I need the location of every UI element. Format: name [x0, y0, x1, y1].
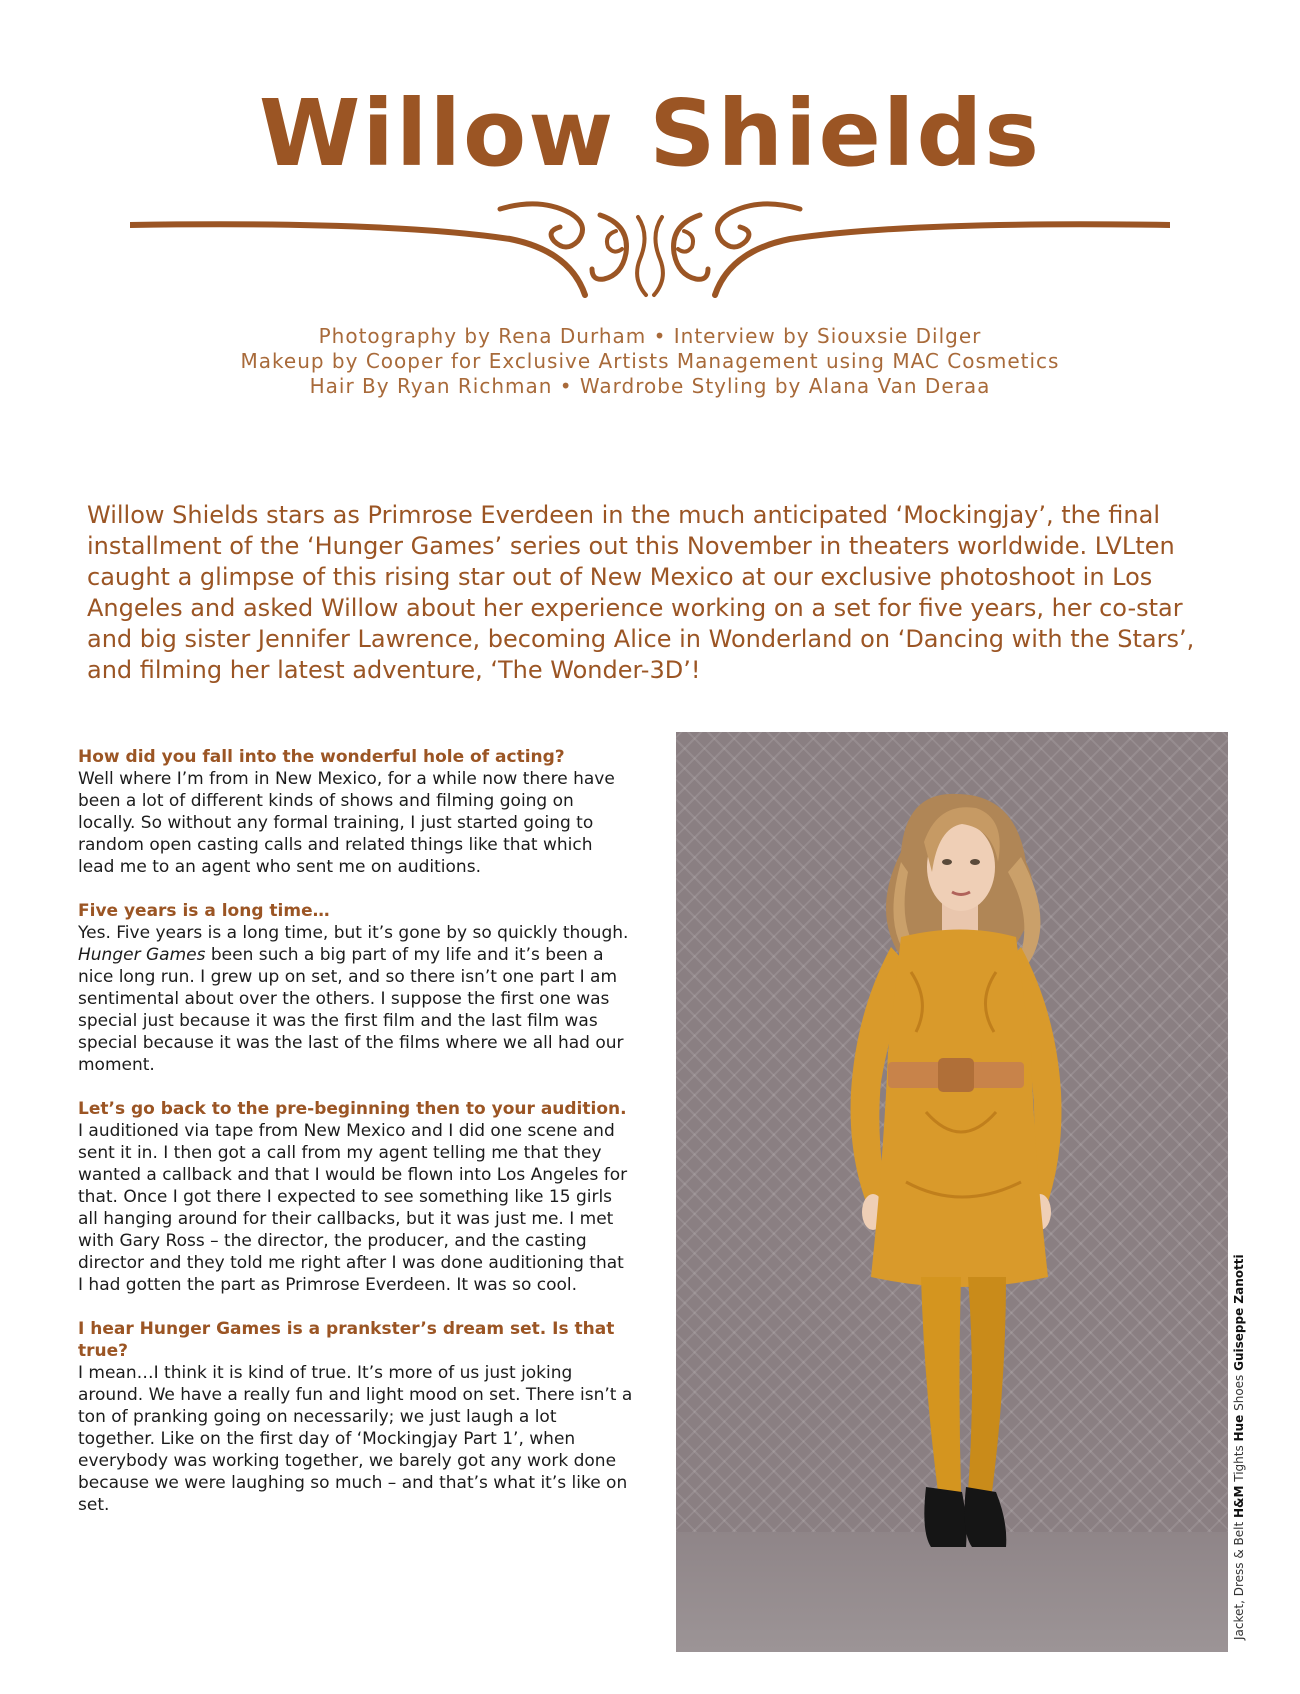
answer: [78, 922, 633, 1076]
credit-text: Tights: [1232, 1441, 1246, 1486]
portrait-photo: [676, 732, 1228, 1652]
question: I hear Hunger Games is a prankster’s dream set. Is that true?: [78, 1319, 615, 1361]
answer-text: been such a big part of my life and it’s been a nice long run. I grew up on set, and so there isn’t one part I am sentimental about over the others. I suppose the first one was special just because it was the first film and the last film was special because it was the last of the films where we all had our moment.: [78, 945, 624, 1075]
answer: I auditioned via tape from New Mexico and I did one scene and sent it in. I then got a call from my agent telling me that they wanted a callback and that I would be flown into Los Angeles for that. Once I got there I expected to see something like 15 girls all hanging around for their callbacks, but it was just me. I met with Gary Ross – the director, the producer, and the casting director and they told me right after I was done auditioning that I had gotten the part as Primrose Everdeen. It was so cool.: [78, 1121, 628, 1295]
ornament-divider: [130, 195, 1170, 305]
qa-block: [78, 900, 633, 1076]
credit-text: Jacket, Dress & Belt: [1232, 1518, 1246, 1640]
question: Five years is a long time…: [78, 901, 330, 921]
brand-name: Hue: [1232, 1414, 1246, 1442]
brand-name: Guiseppe Zanotti: [1232, 1254, 1246, 1371]
article-title: Willow Shields: [258, 80, 1042, 187]
interview-column: [78, 746, 633, 1538]
credit-text: Shoes: [1232, 1370, 1246, 1415]
credit-line: Hair By Ryan Richman • Wardrobe Styling by Alana Van Deraa: [309, 374, 991, 398]
model-figure: [676, 732, 1228, 1652]
brand-name: H&M: [1232, 1485, 1246, 1519]
credits-block: [0, 324, 1300, 399]
wardrobe-credit: [1232, 1254, 1246, 1640]
answer-title-italic: Hunger Games: [78, 945, 206, 965]
answer: Well where I’m from in New Mexico, for a while now there have been a lot of different kinds of shows and filming going on locally. So without any formal training, I just started going to random open casting calls and related things like that which lead me to an agent who sent me on auditions.: [78, 769, 615, 877]
question: How did you fall into the wonderful hole of acting?: [78, 747, 565, 767]
answer: I mean…I think it is kind of true. It’s more of us just joking around. We have a really fun and light mood on set. There isn’t a ton of pranking going on necessarily; we just laugh a lot together. Like on the first day of ‘Mockingjay Part 1’, when everybody was working together, we barely got any work done because we were laughing so much – and that’s what it’s like on set.: [78, 1363, 633, 1515]
question: Let’s go back to the pre-beginning then to your audition.: [78, 1099, 627, 1119]
qa-block: [78, 1318, 633, 1516]
intro-paragraph: Willow Shields stars as Primrose Everdeen in the much anticipated ‘Mockingjay’, the final installment of the ‘Hunger Games’ series out this November in theaters worldwide. LVLten caught a glimpse of this rising star out of New Mexico at our exclusive photoshoot in Los Angeles and asked Willow about her experience working on a set for five years, her co-star and big sister Jennifer Lawrence, becoming Alice in Wonderland on ‘Dancing with the Stars’, and filming her latest adventure, ‘The Wonder-3D’!: [87, 501, 1195, 684]
qa-block: [78, 746, 633, 878]
answer-text: Yes. Five years is a long time, but it’s gone by so quickly though.: [78, 923, 629, 943]
credit-line: Photography by Rena Durham • Interview by Siouxsie Dilger: [318, 324, 982, 348]
credit-line: Makeup by Cooper for Exclusive Artists Management using MAC Cosmetics: [240, 349, 1060, 373]
qa-block: [78, 1098, 633, 1296]
